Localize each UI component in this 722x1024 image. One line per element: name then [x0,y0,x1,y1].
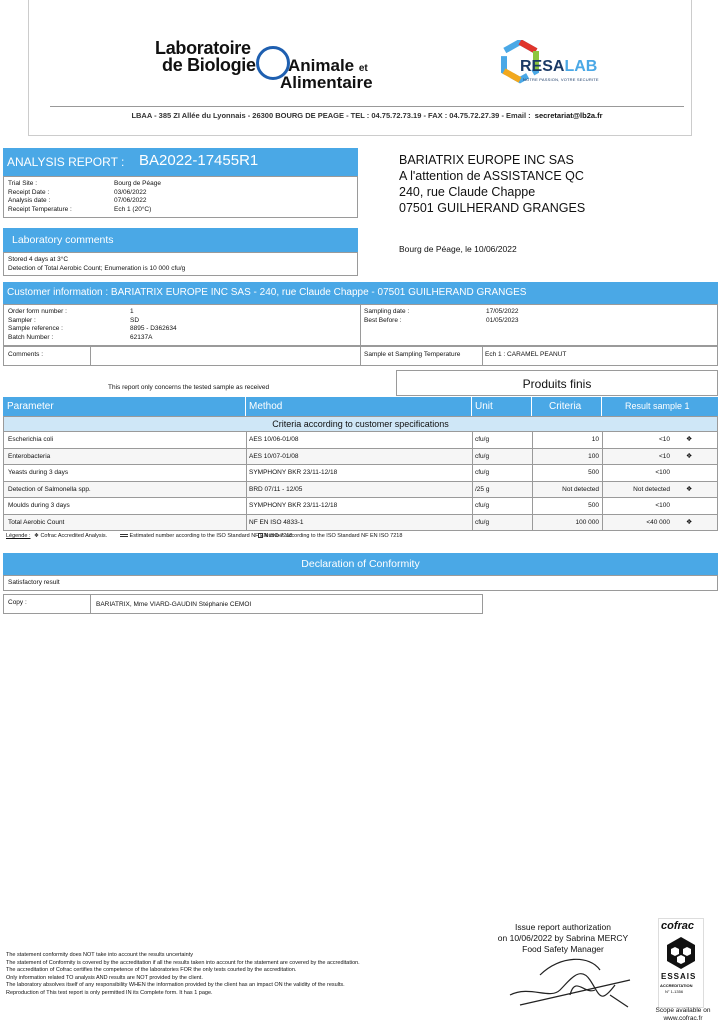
lab-name-line1: Laboratoire [155,38,251,58]
cell-parameter: Enterobacteria [8,452,51,460]
customer-left-values: 1 SD 8895 - D362634 62137A [130,308,177,341]
cofrac-accredited-icon: ❖ [686,518,693,526]
cell-parameter: Yeasts during 3 days [8,469,69,476]
results-header-row [3,397,718,416]
cell-criteria: 100 000 [575,518,599,526]
cell-unit: /25 g [475,485,490,493]
cell-result: <40 000 [646,518,670,526]
copy-row: Copy : BARIATRIX, Mme VIARD-GAUDIN Stéphanie CEMOI [3,594,483,614]
cell-result: Not detected [633,485,670,493]
cell-method: SYMPHONY BKR 23/11-12/18 [249,469,338,476]
customer-title-bar: Customer information : BARIATRIX EUROPE INC SAS - 240, rue Claude Chappe - 07501 GUILHERAND GRANGES [3,282,718,304]
results-row [3,465,718,482]
lab-name-line4: Alimentaire [280,73,373,92]
cell-method: AES 10/06-01/08 [249,436,299,443]
comments-row: Comments : Sample et Sampling Temperature Ech 1 : CARAMEL PEANUT [3,346,718,366]
col-parameter: Parameter [7,401,54,412]
cell-result: <100 [655,469,670,476]
legend-number: Number according to the ISO Standard NF EN ISO 7218 [258,533,402,539]
cell-result: <100 [655,502,670,509]
customer-info-box [3,304,718,346]
lab-comments-title-bar: Laboratory comments [3,228,358,252]
cofrac-accredited-icon: ❖ [686,452,693,460]
product-category-box: Produits finis [396,370,718,396]
resalab-brand: RESALAB [520,58,598,75]
cell-method: NF EN ISO 4833-1 [249,518,304,526]
cofrac-accredited-icon: ❖ [686,485,693,493]
footer-notes: The statement conformity does NOT take into account the results uncertainty The statement of Conformity is covered by the accreditation if all the results taken into account for the statement are covered by the accreditation. The accreditation of Cofrac certifies the competence of the laboratories FOR the only tests courted by the accreditation. Only information related TO analysis AND results are NOT provided by the client. The laboratory absolves itself of any responsibility WHEN the information provided by the client has an impact ON the validity of the results. Reproduction of This test report is only permitted IN its Complete form. It has 1 page. [6,952,360,996]
cofrac-scope: Scope available on www.cofrac.fr [655,1007,711,1022]
cell-method: AES 10/07-01/08 [249,452,299,460]
recipient-address: BARIATRIX EUROPE INC SAS A l'attention de ASSISTANCE QC 240, rue Claude Chappe 07501 GUILHERAND GRANGES [399,153,586,215]
results-row [3,498,718,515]
resalab-tagline: NOTRE PASSION, VOTRE SECURITE [523,77,599,82]
cell-unit: cfu/g [475,436,490,443]
report-title-label: ANALYSIS REPORT : [7,155,125,169]
criteria-banner: Criteria according to customer specifications [3,416,718,432]
report-info-box [3,176,358,218]
results-row [3,432,718,449]
cell-result: <10 [658,436,670,443]
cell-unit: cfu/g [475,452,490,460]
col-method: Method [249,401,283,412]
lab-name-line3: Animale et [288,56,368,75]
lab-address: LBAA - 385 ZI Allée du Lyonnais - 26300 BOURG DE PEAGE - TEL : 04.75.72.73.19 - FAX : 04.75.72.27.39 - Email : secretariat@lb2a.fr [131,111,603,120]
lab-comment-line: Stored 4 days at 3°C [8,256,69,263]
signature-authorization: Issue report authorization on 10/06/2022 by Sabrina MERCY Food Safety Manager [497,922,629,954]
col-criteria: Criteria [549,401,582,412]
col-result: Result sample 1 [625,401,690,411]
cofrac-accredited-icon: ❖ [686,436,693,443]
report-number: BA2022-17455R1 [139,152,259,169]
cell-parameter: Detection of Salmonella spp. [8,485,91,493]
results-row [3,482,718,499]
cofrac-logo: cofrac ESSAIS ACCREDITATION N° 1-1356 [658,918,704,1008]
legend-estimated: Estimated number according to the ISO Standard NF EN ISO 7218 [120,533,292,539]
cell-criteria: 100 [588,452,599,460]
cofrac-hexagon-icon [663,935,699,969]
col-unit: Unit [475,401,493,412]
conformity-result-box: Satisfactory result [3,575,718,591]
customer-right-labels: Sampling date : Best Before : [364,308,410,324]
results-row [3,449,718,466]
cell-result: <10 [658,452,670,460]
cell-criteria: 500 [588,502,599,509]
results-table [3,432,718,531]
cell-method: SYMPHONY BKR 23/11-12/18 [249,502,338,509]
lab-comment-line: Detection of Total Aerobic Count; Enumeration is 10 000 cfu/g [8,264,186,272]
cell-criteria: 500 [588,469,599,476]
place-date: Bourg de Péage, le 10/06/2022 [399,244,517,254]
conformity-title-bar: Declaration of Conformity [3,553,718,575]
cell-parameter: Escherichia coli [8,436,54,443]
handwritten-signature [500,935,640,1015]
cell-method: BRD 07/11 - 12/05 [249,485,303,493]
lab-name-line2: de Biologie [162,55,256,75]
cell-unit: cfu/g [475,518,490,526]
report-info-values: Bourg de Péage 03/06/2022 07/06/2022 Ech 1 (20°C) [114,180,161,213]
report-info-labels: Trial Site : Receipt Date : Analysis date : Receipt Temperature : [8,180,72,213]
cell-unit: cfu/g [475,469,490,476]
report-title-bar [3,148,358,176]
legend: Légende : ❖ Cofrac Accredited Analysis. [6,533,108,539]
cell-criteria: 10 [591,436,599,443]
results-row [3,515,718,532]
concern-note: This report only concerns the tested sample as received [108,384,270,391]
customer-left-labels: Order form number : Sampler : Sample reference : Batch Number : [8,308,67,341]
cell-unit: cfu/g [475,502,490,509]
header-divider [50,106,684,107]
lab-comments-box [3,252,358,276]
cell-parameter: Total Aerobic Count [8,518,65,526]
cell-parameter: Moulds during 3 days [8,502,70,509]
cell-criteria: Not detected [562,485,599,493]
customer-right-values: 17/05/2022 01/05/2023 [486,308,519,324]
